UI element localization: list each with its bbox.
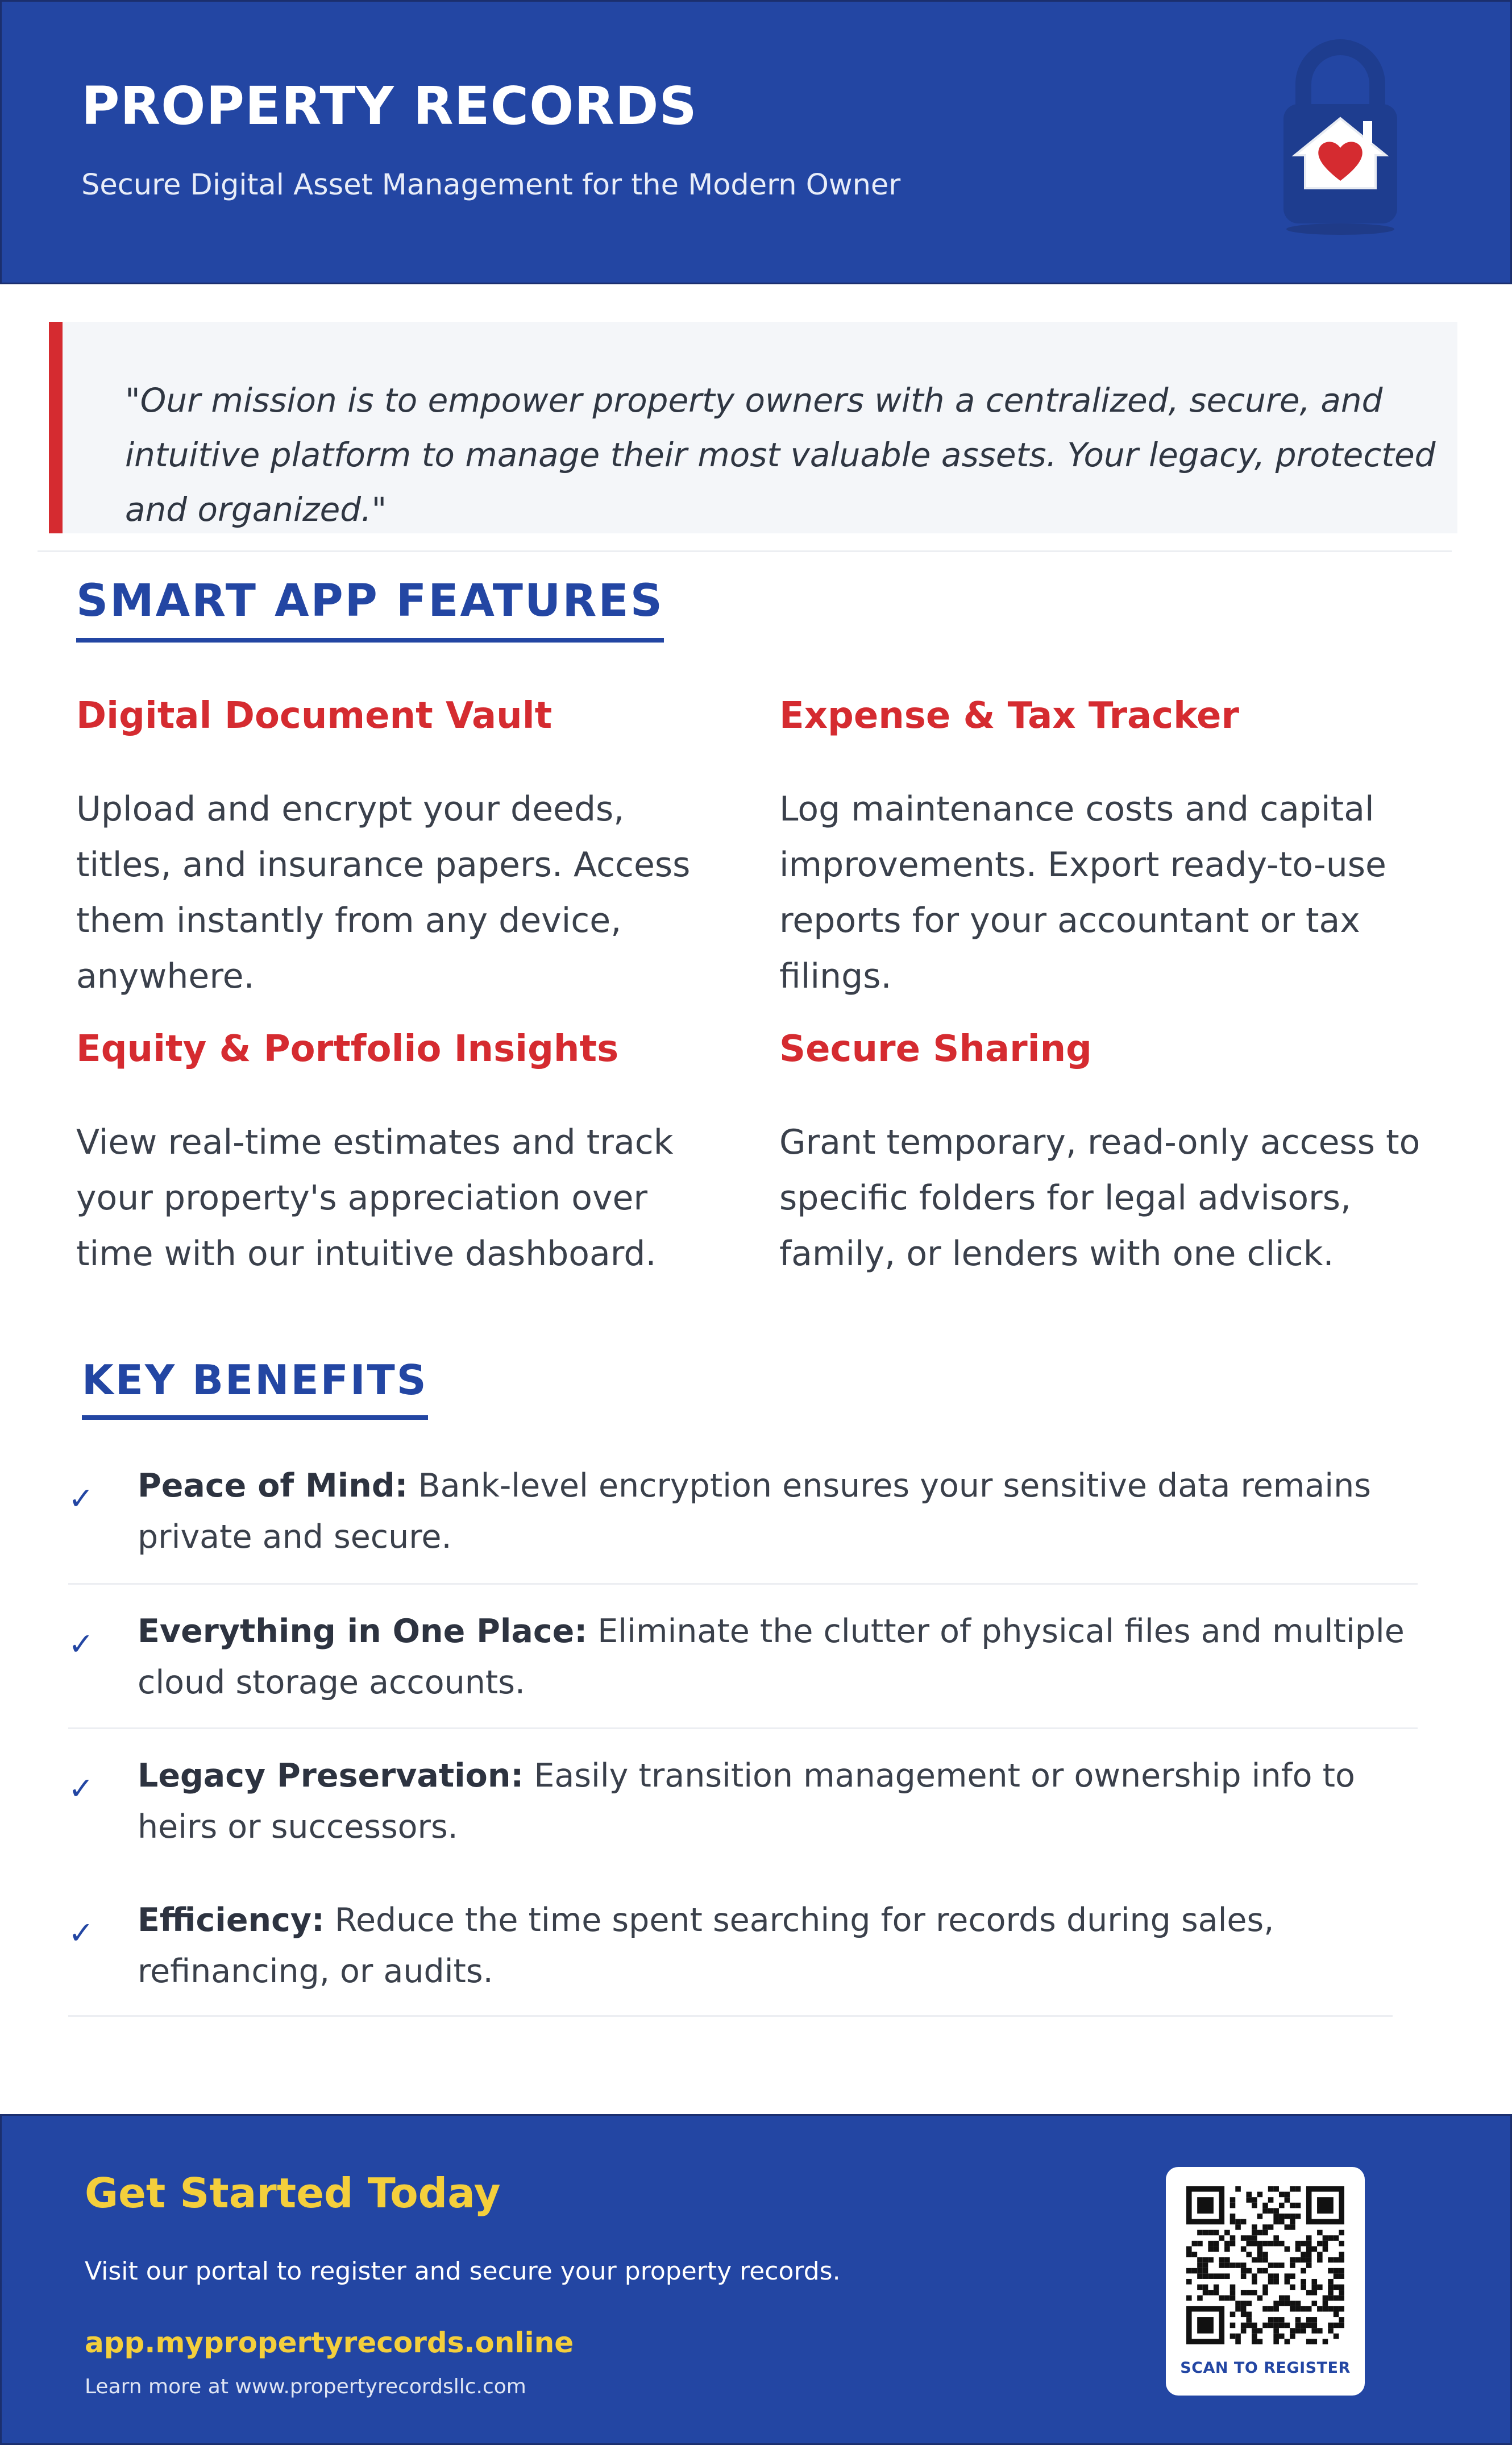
mission-statement — [49, 322, 1457, 533]
feature-description: View real-time estimates and track your property's appreciation over time with our intuitive dashboard. — [76, 1122, 674, 1274]
benefit-text — [138, 1606, 1422, 1708]
benefit-divider — [68, 1727, 1418, 1729]
feature-title: Secure Sharing — [779, 1028, 1092, 1070]
feature-card-expense-tracker — [779, 695, 1427, 1004]
feature-card-equity-insights — [76, 1028, 724, 1282]
benefit-description: Reduce the time spent searching for records during sales, refinancing, or audits. — [138, 1901, 1274, 1990]
benefits-section-title — [82, 1356, 428, 1404]
benefits-title-text: KEY BENEFITS — [82, 1356, 428, 1404]
title-underline — [76, 638, 664, 643]
check-icon: ✓ — [68, 1626, 94, 1662]
feature-title: Expense & Tax Tracker — [779, 695, 1239, 737]
benefit-description: Easily transition management or ownership info to heirs or successors. — [138, 1757, 1355, 1846]
check-icon: ✓ — [68, 1915, 94, 1951]
check-icon: ✓ — [68, 1481, 94, 1516]
benefit-text — [138, 1460, 1422, 1563]
footer-banner — [0, 2114, 1512, 2445]
benefit-text — [138, 1750, 1422, 1853]
page-subtitle: Secure Digital Asset Management for the Modern Owner — [81, 168, 901, 202]
feature-card-secure-sharing — [779, 1028, 1427, 1282]
feature-description: Upload and encrypt your deeds, titles, and insurance papers. Access them instantly from any device, anywhere. — [76, 789, 691, 996]
benefit-divider — [68, 2015, 1393, 2017]
benefit-label: Peace of Mind: — [138, 1467, 408, 1505]
feature-title: Digital Document Vault — [76, 695, 553, 737]
header-banner — [0, 0, 1512, 284]
benefit-divider — [68, 1583, 1418, 1585]
title-underline — [82, 1415, 428, 1420]
qr-label: SCAN TO REGISTER — [1180, 2359, 1351, 2377]
feature-title: Equity & Portfolio Insights — [76, 1028, 619, 1070]
section-divider — [38, 550, 1452, 552]
benefit-label: Legacy Preservation: — [138, 1757, 524, 1795]
feature-description: Log maintenance costs and capital improvements. Export ready-to-use reports for your accountant or tax filings. — [779, 789, 1386, 996]
footer-text: Visit our portal to register and secure your property records. — [85, 2257, 841, 2286]
benefit-description: Eliminate the clutter of physical files and multiple cloud storage accounts. — [138, 1613, 1405, 1701]
check-icon: ✓ — [68, 1771, 94, 1806]
portal-link[interactable]: app.mypropertyrecords.online — [85, 2326, 574, 2359]
footer-title: Get Started Today — [85, 2169, 501, 2217]
benefit-label: Efficiency: — [138, 1901, 325, 1939]
mission-text: "Our mission is to empower property owners with a centralized, secure, and intuitive platform to manage their most valuable assets. Your legacy, protected and organized." — [125, 381, 1436, 529]
benefit-label: Everything in One Place: — [138, 1613, 588, 1650]
benefit-description: Bank-level encryption ensures your sensitive data remains private and secure. — [138, 1467, 1371, 1556]
feature-description: Grant temporary, read-only access to specific folders for legal advisors, family, or lenders with one click. — [779, 1122, 1420, 1274]
qr-code-icon — [1186, 2186, 1344, 2344]
page-title: PROPERTY RECORDS — [81, 76, 697, 136]
features-title-text: SMART APP FEATURES — [76, 575, 664, 627]
lock-house-heart-icon — [1272, 36, 1409, 241]
features-section-title — [76, 575, 664, 627]
qr-code-card[interactable] — [1166, 2167, 1365, 2396]
learn-more-link[interactable]: Learn more at www.propertyrecordsllc.com — [85, 2375, 526, 2398]
benefit-text — [138, 1895, 1422, 1997]
feature-card-document-vault — [76, 695, 724, 1004]
